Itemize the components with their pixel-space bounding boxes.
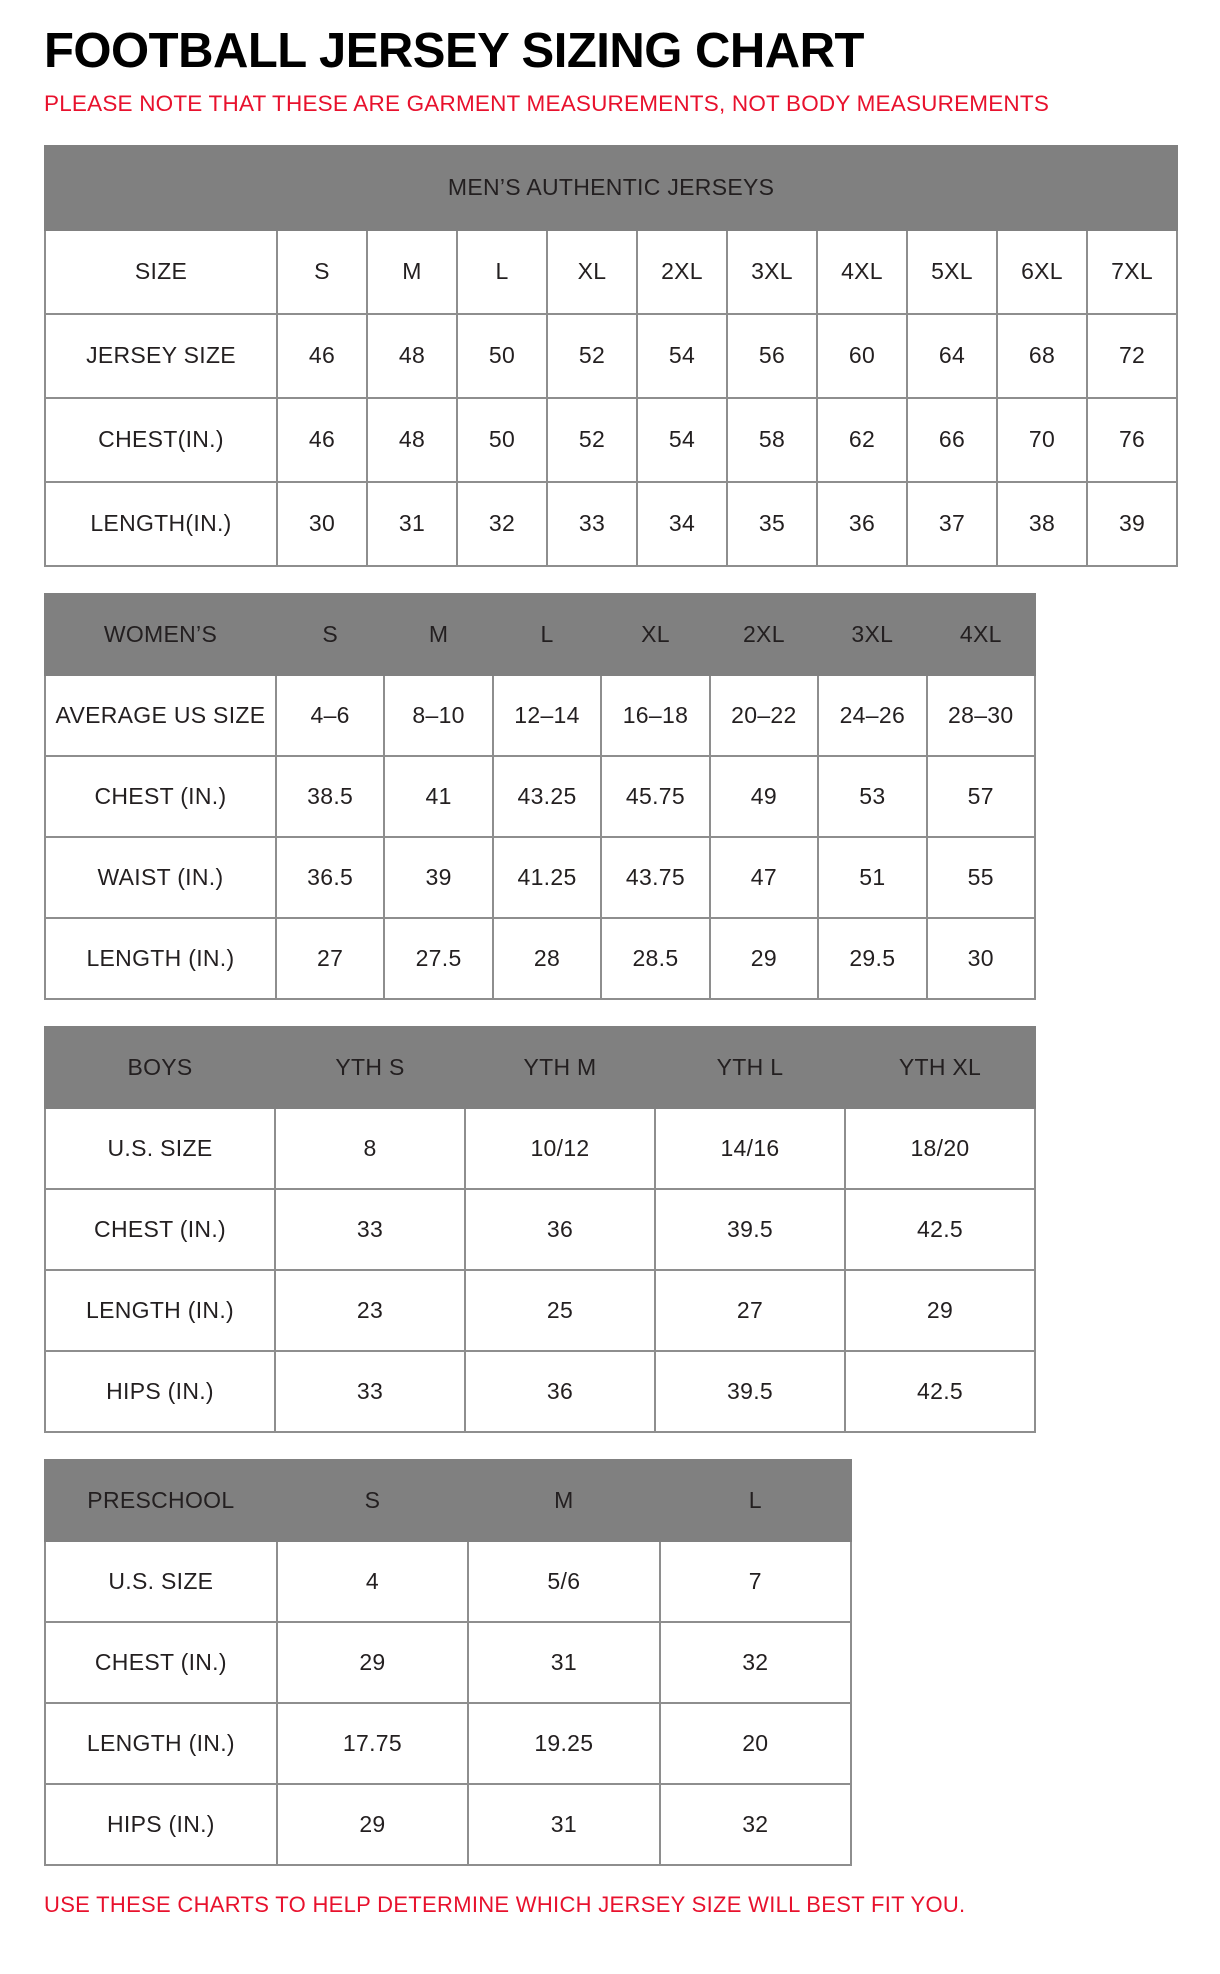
table-row (45, 1784, 851, 1865)
cell: 36 (817, 482, 907, 566)
row-label: JERSEY SIZE (45, 314, 277, 398)
cell: XL (547, 230, 637, 314)
cell: 38 (997, 482, 1087, 566)
column-header: L (660, 1460, 851, 1541)
preschool-header-label: PRESCHOOL (45, 1460, 277, 1541)
cell: 29 (277, 1622, 468, 1703)
boys-header-label: BOYS (45, 1027, 275, 1108)
row-label: HIPS (IN.) (45, 1784, 277, 1865)
column-header: L (493, 594, 601, 675)
cell: 29.5 (818, 918, 926, 999)
cell: 39 (384, 837, 492, 918)
cell: 62 (817, 398, 907, 482)
cell: 39 (1087, 482, 1177, 566)
cell: L (457, 230, 547, 314)
cell: 42.5 (845, 1189, 1035, 1270)
column-header: XL (601, 594, 709, 675)
cell: 58 (727, 398, 817, 482)
cell: 28–30 (927, 675, 1035, 756)
row-label: CHEST (IN.) (45, 1622, 277, 1703)
row-label: HIPS (IN.) (45, 1351, 275, 1432)
cell: M (367, 230, 457, 314)
cell: 41 (384, 756, 492, 837)
cell: 42.5 (845, 1351, 1035, 1432)
row-label: LENGTH (IN.) (45, 1270, 275, 1351)
column-header: M (384, 594, 492, 675)
table-header-row (45, 594, 1035, 675)
table-row (45, 230, 1177, 314)
cell: 41.25 (493, 837, 601, 918)
column-header: M (468, 1460, 659, 1541)
cell: 28 (493, 918, 601, 999)
cell: 4 (277, 1541, 468, 1622)
cell: 20 (660, 1703, 851, 1784)
cell: 48 (367, 398, 457, 482)
cell: 39.5 (655, 1189, 845, 1270)
cell: 29 (845, 1270, 1035, 1351)
cell: 8–10 (384, 675, 492, 756)
cell: 33 (547, 482, 637, 566)
cell: 36 (465, 1351, 655, 1432)
cell: 51 (818, 837, 926, 918)
mens-banner: MEN’S AUTHENTIC JERSEYS (45, 146, 1177, 230)
cell: 68 (997, 314, 1087, 398)
cell: 36 (465, 1189, 655, 1270)
cell: 8 (275, 1108, 465, 1189)
cell: 17.75 (277, 1703, 468, 1784)
cell: 52 (547, 398, 637, 482)
cell: 18/20 (845, 1108, 1035, 1189)
column-header: 4XL (927, 594, 1035, 675)
cell: 50 (457, 398, 547, 482)
cell: 19.25 (468, 1703, 659, 1784)
row-label: LENGTH (IN.) (45, 1703, 277, 1784)
cell: 27.5 (384, 918, 492, 999)
cell: 36.5 (276, 837, 384, 918)
row-label: CHEST(IN.) (45, 398, 277, 482)
cell: 53 (818, 756, 926, 837)
cell: 46 (277, 314, 367, 398)
cell: 3XL (727, 230, 817, 314)
cell: 20–22 (710, 675, 818, 756)
cell: 31 (468, 1784, 659, 1865)
cell: S (277, 230, 367, 314)
cell: 5/6 (468, 1541, 659, 1622)
cell: 28.5 (601, 918, 709, 999)
cell: 31 (367, 482, 457, 566)
table-row (45, 1351, 1035, 1432)
row-label: AVERAGE US SIZE (45, 675, 276, 756)
table-row (45, 837, 1035, 918)
row-label: LENGTH (IN.) (45, 918, 276, 999)
row-label: SIZE (45, 230, 277, 314)
cell: 32 (660, 1622, 851, 1703)
row-label: LENGTH(IN.) (45, 482, 277, 566)
cell: 29 (277, 1784, 468, 1865)
preschool-size-table (44, 1459, 852, 1866)
cell: 25 (465, 1270, 655, 1351)
table-row (45, 398, 1177, 482)
cell: 56 (727, 314, 817, 398)
cell: 30 (277, 482, 367, 566)
table-row (45, 1270, 1035, 1351)
column-header: 2XL (710, 594, 818, 675)
cell: 10/12 (465, 1108, 655, 1189)
cell: 47 (710, 837, 818, 918)
cell: 57 (927, 756, 1035, 837)
cell: 23 (275, 1270, 465, 1351)
cell: 64 (907, 314, 997, 398)
cell: 33 (275, 1189, 465, 1270)
page-title: FOOTBALL JERSEY SIZING CHART (44, 24, 864, 78)
cell: 14/16 (655, 1108, 845, 1189)
table-header-row (45, 1027, 1035, 1108)
cell: 27 (655, 1270, 845, 1351)
cell: 12–14 (493, 675, 601, 756)
cell: 30 (927, 918, 1035, 999)
table-row (45, 1541, 851, 1622)
cell: 37 (907, 482, 997, 566)
table-row (45, 1108, 1035, 1189)
cell: 60 (817, 314, 907, 398)
cell: 32 (457, 482, 547, 566)
cell: 43.25 (493, 756, 601, 837)
womens-header-label: WOMEN’S (45, 594, 276, 675)
cell: 2XL (637, 230, 727, 314)
row-label: U.S. SIZE (45, 1541, 277, 1622)
cell: 27 (276, 918, 384, 999)
womens-size-table (44, 593, 1036, 1000)
cell: 46 (277, 398, 367, 482)
cell: 48 (367, 314, 457, 398)
cell: 50 (457, 314, 547, 398)
column-header: YTH S (275, 1027, 465, 1108)
measurement-note: PLEASE NOTE THAT THESE ARE GARMENT MEASUREMENTS, NOT BODY MEASUREMENTS (44, 91, 1050, 117)
column-header: YTH M (465, 1027, 655, 1108)
cell: 33 (275, 1351, 465, 1432)
cell: 45.75 (601, 756, 709, 837)
column-header: YTH L (655, 1027, 845, 1108)
cell: 39.5 (655, 1351, 845, 1432)
column-header: YTH XL (845, 1027, 1035, 1108)
column-header: 3XL (818, 594, 926, 675)
cell: 49 (710, 756, 818, 837)
cell: 5XL (907, 230, 997, 314)
cell: 24–26 (818, 675, 926, 756)
cell: 4XL (817, 230, 907, 314)
cell: 66 (907, 398, 997, 482)
boys-size-table (44, 1026, 1036, 1433)
cell: 4–6 (276, 675, 384, 756)
table-row (45, 1622, 851, 1703)
cell: 54 (637, 314, 727, 398)
cell: 7 (660, 1541, 851, 1622)
cell: 72 (1087, 314, 1177, 398)
row-label: WAIST (IN.) (45, 837, 276, 918)
cell: 55 (927, 837, 1035, 918)
cell: 16–18 (601, 675, 709, 756)
column-header: S (277, 1460, 468, 1541)
cell: 54 (637, 398, 727, 482)
cell: 52 (547, 314, 637, 398)
cell: 43.75 (601, 837, 709, 918)
table-row (45, 1703, 851, 1784)
mens-size-table (44, 145, 1178, 567)
cell: 29 (710, 918, 818, 999)
cell: 34 (637, 482, 727, 566)
table-row (45, 314, 1177, 398)
column-header: S (276, 594, 384, 675)
row-label: CHEST (IN.) (45, 1189, 275, 1270)
table-row (45, 1189, 1035, 1270)
cell: 76 (1087, 398, 1177, 482)
row-label: CHEST (IN.) (45, 756, 276, 837)
table-banner-row (45, 146, 1177, 230)
table-header-row (45, 1460, 851, 1541)
cell: 31 (468, 1622, 659, 1703)
table-row (45, 756, 1035, 837)
footer-note: USE THESE CHARTS TO HELP DETERMINE WHICH JERSEY SIZE WILL BEST FIT YOU. (44, 1891, 966, 1917)
cell: 32 (660, 1784, 851, 1865)
cell: 38.5 (276, 756, 384, 837)
table-row (45, 482, 1177, 566)
cell: 35 (727, 482, 817, 566)
row-label: U.S. SIZE (45, 1108, 275, 1189)
table-row (45, 918, 1035, 999)
cell: 6XL (997, 230, 1087, 314)
table-row (45, 675, 1035, 756)
cell: 7XL (1087, 230, 1177, 314)
cell: 70 (997, 398, 1087, 482)
